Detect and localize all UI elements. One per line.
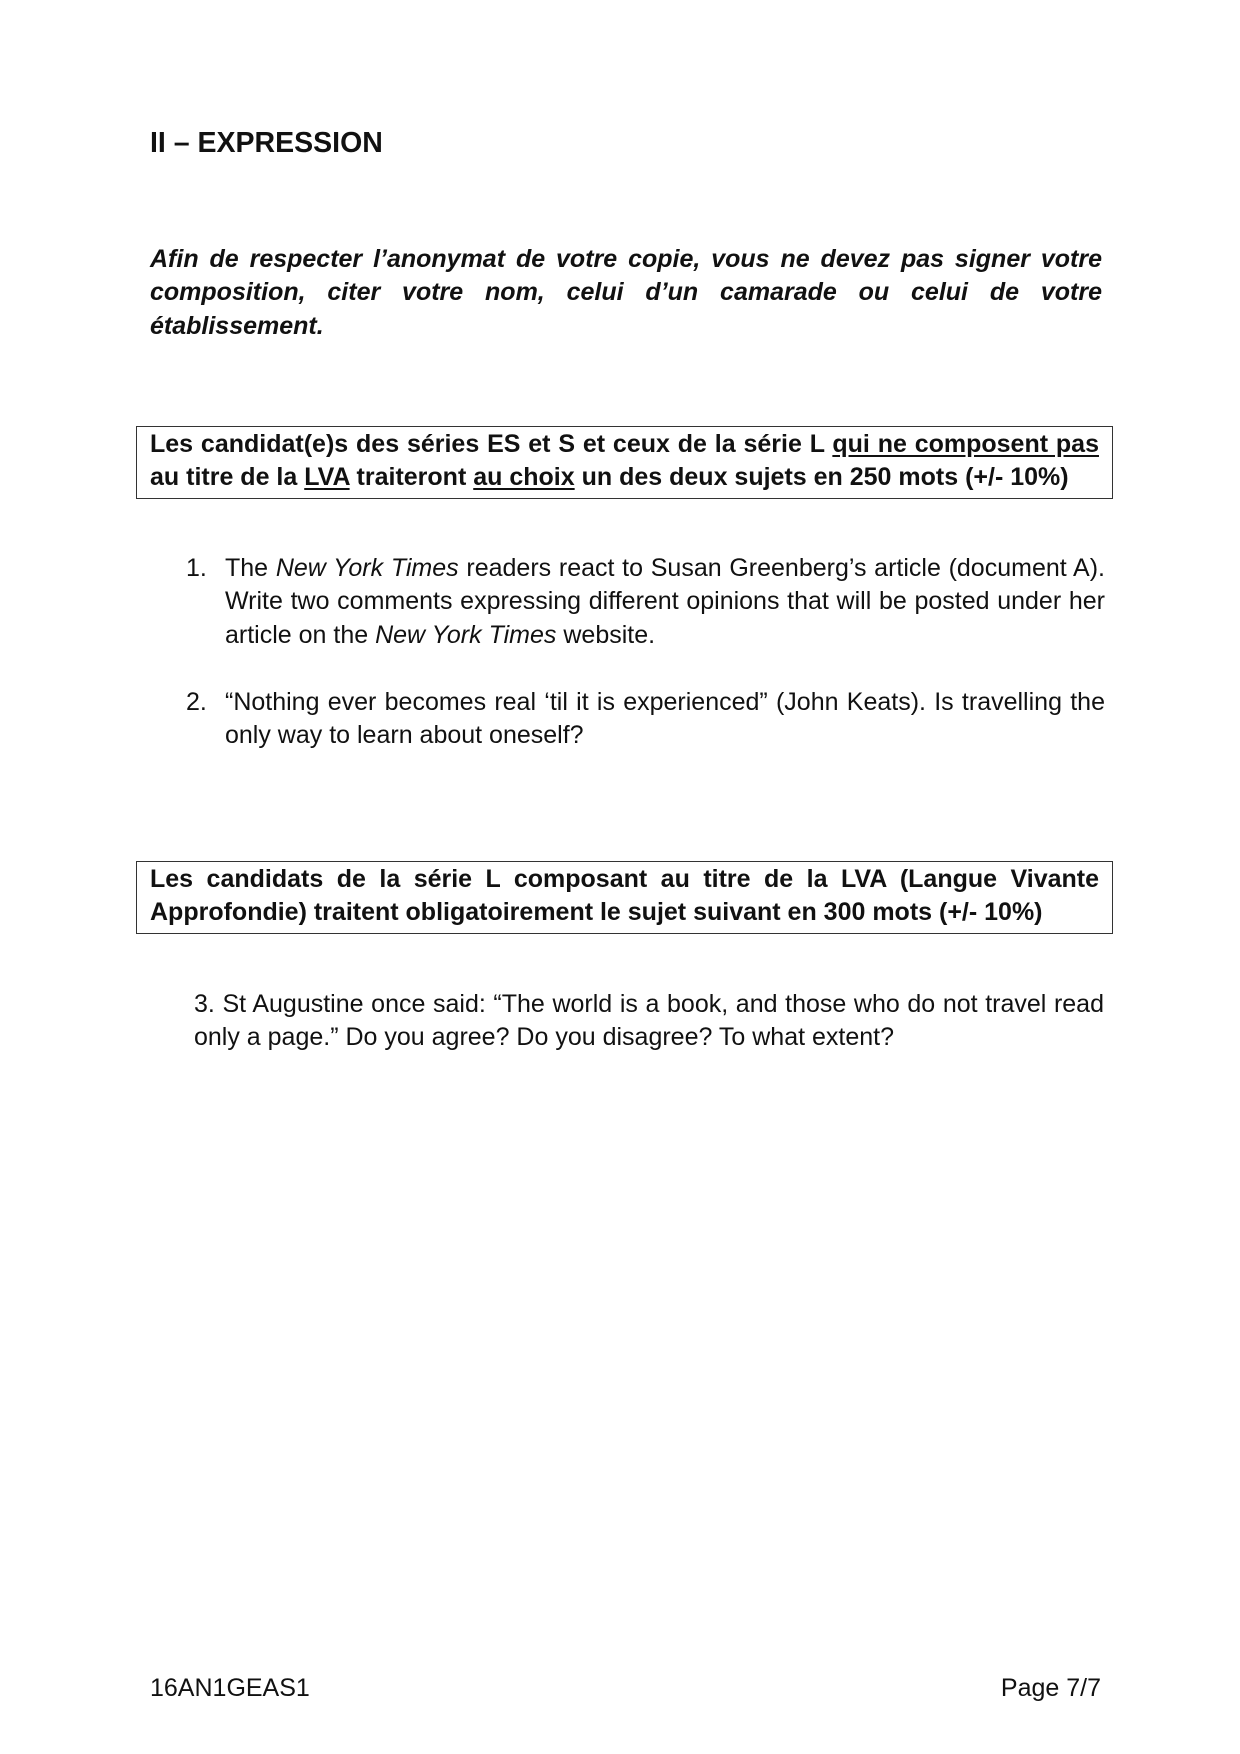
subject-text: only a page.” Do you agree? Do you disagree? To what extent? [194,1023,894,1052]
subject-number: 1. [186,554,207,582]
lva-track-instruction-box [136,861,1113,934]
subject-line [225,552,1105,585]
subject-number: 2. [186,688,207,716]
subject-line [225,686,1105,719]
subject-text: article on the [225,620,369,649]
anonymity-notice-text: Afin de respecter l’anonymat de votre copie, vous ne devez pas signer votre [150,245,1102,273]
subject-text: Write two comments expressing different opinions that will be posted under her [225,587,1105,616]
instruction-text: un des deux sujets en 250 mots (+/- 10%) [581,463,1069,492]
subject-text: “Nothing ever becomes real ‘til it is experienced” (John Keats). Is travelling the [225,688,1105,716]
anonymity-notice-line [150,276,1102,309]
anonymity-notice [150,243,1102,343]
underlined-term: qui ne composent pas [832,430,1099,458]
anonymity-notice-line [150,243,1102,276]
instruction-text: Les candidat(e)s des séries ES et S et ceux de la série L [150,430,825,458]
instruction-text: Les candidats de la série L composant au titre de la LVA (Langue Vivante [150,865,1099,893]
publication-title: New York Times [375,620,557,649]
subject-line [194,988,1104,1021]
instruction-line [150,461,1099,494]
subject-text: St Augustine once said: “The world is a book, and those who do not travel read [222,990,1104,1018]
instruction-line [150,428,1099,461]
instruction-line [150,896,1099,929]
subject-line [194,1021,1104,1054]
instruction-text: traiteront [356,463,467,492]
anonymity-notice-text: établissement. [150,311,324,340]
subject-text: The [225,554,269,582]
exam-code: 16AN1GEAS1 [150,1674,310,1702]
subject-text: only way to learn about oneself? [225,721,584,750]
page-number: Page 7/7 [1000,1674,1101,1702]
instruction-text: au titre de la [150,463,298,492]
subject-line [225,585,1105,618]
subject-1-text [225,552,1105,652]
subject-text: readers react to Susan Greenberg’s article (document A). [466,554,1105,582]
publication-title: New York Times [275,554,459,582]
anonymity-notice-text: composition, citer votre nom, celui d’un camarade ou celui de votre [150,278,1102,307]
underlined-term: LVA [304,463,350,492]
standard-track-instruction-box [136,426,1113,499]
subject-line [225,719,1105,752]
anonymity-notice-line [150,310,1102,343]
subject-2-text [225,686,1105,753]
subject-number: 3. [194,990,215,1018]
instruction-text: Approfondie) traitent obligatoirement le sujet suivant en 300 mots (+/- 10%) [150,898,1043,927]
subject-line [225,619,1105,652]
section-title: II – EXPRESSION [150,127,383,159]
instruction-line [150,863,1099,896]
subject-text: website. [563,620,656,649]
subject-3-text [194,988,1104,1055]
underlined-term: au choix [473,463,575,492]
